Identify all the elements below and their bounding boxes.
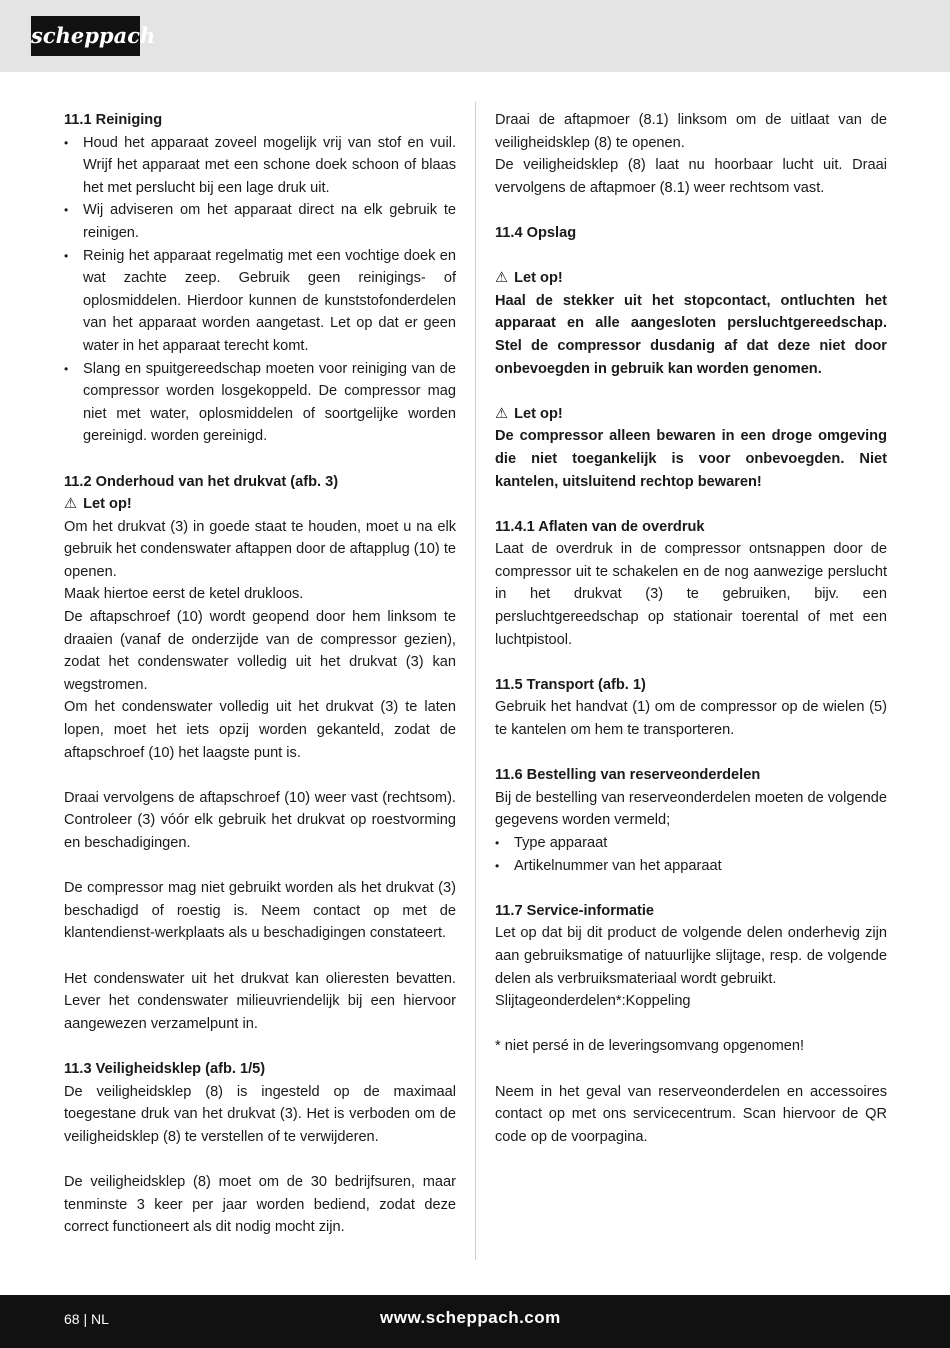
page-number: 68 | NL <box>64 1311 109 1327</box>
paragraph: De veiligheidsklep (8) is ingesteld op de maximaal toegestane druk van het drukvat (3). Het is verboden om de veiligheidsklep (8) te verstellen of te verwijderen. <box>64 1083 456 1145</box>
list-item: • Type apparaat <box>495 832 887 855</box>
warning-text: Haal de stekker uit het stopcontact, ontluchten het apparaat en alle aangesloten persluchtgereedschap. Stel de compressor dusdanig af dat deze niet door onbevoegden in gebruik kan worden genomen. <box>495 292 887 377</box>
paragraph: Bij de bestelling van reserveonderdelen moeten de volgende gegevens worden vermeld; <box>495 789 887 829</box>
paragraph: Laat de overdruk in de compressor ontsnappen door de compressor uit te schakelen en de nog aanwezige perslucht in het drukvat (3) te gebruiken, bijv. een persluchtgereedschap op stationair toerental of met een luchtpistool. <box>495 541 887 648</box>
cleaning-list <box>64 132 456 448</box>
paragraph: Let op dat bij dit product de volgende delen onderhevig zijn aan gebruiksmatige of natuurlijke slijtage, resp. de volgende delen als verbruiksmateriaal wordt gebruikt. <box>495 925 887 987</box>
list-item: • Reinig het apparaat regelmatig met een vochtige doek en wat zachte zeep. Gebruik geen reinigings- of oplosmiddelen. Hierdoor kunnen de kunststofonderdelen van het apparaat worden aangetast. Let op dat er geen water in het apparaat terecht komt. <box>64 245 456 358</box>
section-title-11-2: 11.2 Onderhoud van het drukvat (afb. 3) <box>64 473 339 490</box>
paragraph: De veiligheidsklep (8) laat nu hoorbaar lucht uit. Draai vervolgens de aftapmoer (8.1) weer rechtsom vast. <box>495 157 887 196</box>
paragraph: Om het condenswater volledig uit het drukvat (3) te laten lopen, moet het iets opzij worden gekanteld, zodat de aftapschroef (10) het laagste punt is. <box>64 699 456 761</box>
right-column <box>495 109 887 1148</box>
section-title-11-3: 11.3 Veiligheidsklep (afb. 1/5) <box>64 1060 266 1077</box>
paragraph: De compressor mag niet gebruikt worden als het drukvat (3) beschadigd of roestig is. Neem contact op met de klantendienst-werkplaats als u beschadigingen constateert. <box>64 880 456 942</box>
list-item: • Wij adviseren om het apparaat direct na elk gebruik te reinigen. <box>64 199 456 244</box>
warning-heading: ⚠ Let op! <box>64 496 132 513</box>
paragraph: Draai vervolgens de aftapschroef (10) weer vast (rechtsom). Controleer (3) vóór elk gebruik het drukvat op roestvorming en beschadigingen. <box>64 789 456 851</box>
section-title-11-6: 11.6 Bestelling van reserveonderdelen <box>495 767 761 784</box>
paragraph: De veiligheidsklep (8) moet om de 30 bedrijfsuren, maar tenminste 3 keer per jaar worden bediend, zodat deze correct functioneert als dit nodig mocht zijn. <box>64 1173 456 1236</box>
section-title-11-4: 11.4 Opslag <box>495 224 577 241</box>
warning-triangle-icon: ⚠ <box>64 496 78 513</box>
list-item: • Slang en spuitgereedschap moeten voor reiniging van de compressor worden losgekoppeld. De compressor mag niet met water, oplosmiddelen of soortgelijke worden gereinigd. worden gereinigd. <box>64 358 456 448</box>
scheppach-logo: scheppach <box>31 16 140 56</box>
paragraph: Draai de aftapmoer (8.1) linksom om de uitlaat van de veiligheidsklep (8) te openen. <box>495 112 887 151</box>
section-title-11-4-1: 11.4.1 Aflaten van de overdruk <box>495 518 705 535</box>
page-footer <box>0 1295 950 1348</box>
paragraph: Gebruik het handvat (1) om de compressor op de wielen (5) te kantelen om hem te transporteren. <box>495 699 887 739</box>
list-item: • Houd het apparaat zoveel mogelijk vrij van stof en vuil. Wrijf het apparaat met een schone doek schoon of blaas het met perslucht bij een lage druk uit. <box>64 132 456 200</box>
left-column <box>64 109 456 1239</box>
paragraph: Het condenswater uit het drukvat kan olieresten bevatten. Lever het condenswater milieuvriendelijk bij een hiervoor aangewezen verzamelpunt in. <box>64 970 456 1032</box>
paragraph: Slijtageonderdelen*:Koppeling <box>495 993 691 1010</box>
paragraph: De aftapschroef (10) wordt geopend door hem linksom te draaien (vanaf de onderzijde van de compressor gezien), zodat het condenswater volledig uit het drukvat (3) kan wegstromen. <box>64 609 456 693</box>
section-title-11-5: 11.5 Transport (afb. 1) <box>495 676 646 693</box>
warning-triangle-icon: ⚠ <box>495 405 509 422</box>
warning-heading: ⚠ Let op! <box>495 270 563 287</box>
paragraph: * niet persé in de leveringsomvang opgenomen! <box>495 1038 805 1055</box>
section-title-11-1: 11.1 Reiniging <box>64 112 163 128</box>
page-header <box>0 0 950 72</box>
list-item: • Artikelnummer van het apparaat <box>495 855 887 878</box>
warning-text: De compressor alleen bewaren in een droge omgeving die niet toegankelijk is voor onbevoegden. Niet kantelen, uitsluitend rechtop bewaren! <box>495 428 887 490</box>
warning-heading: ⚠ Let op! <box>495 405 563 422</box>
paragraph: Maak hiertoe eerst de ketel drukloos. <box>64 586 304 603</box>
section-title-11-7: 11.7 Service-informatie <box>495 902 654 919</box>
paragraph: Neem in het geval van reserveonderdelen en accessoires contact op met ons servicecentrum. Scan hiervoor de QR code op de voorpagina. <box>495 1083 887 1145</box>
website-link[interactable]: www.scheppach.com <box>380 1308 561 1327</box>
paragraph: Om het drukvat (3) in goede staat te houden, moet u na elk gebruik het condenswater aftappen door de aftapplug (10) te openen. <box>64 518 456 580</box>
warning-triangle-icon: ⚠ <box>495 270 509 287</box>
order-details-list <box>495 832 887 877</box>
column-divider <box>475 102 476 1260</box>
